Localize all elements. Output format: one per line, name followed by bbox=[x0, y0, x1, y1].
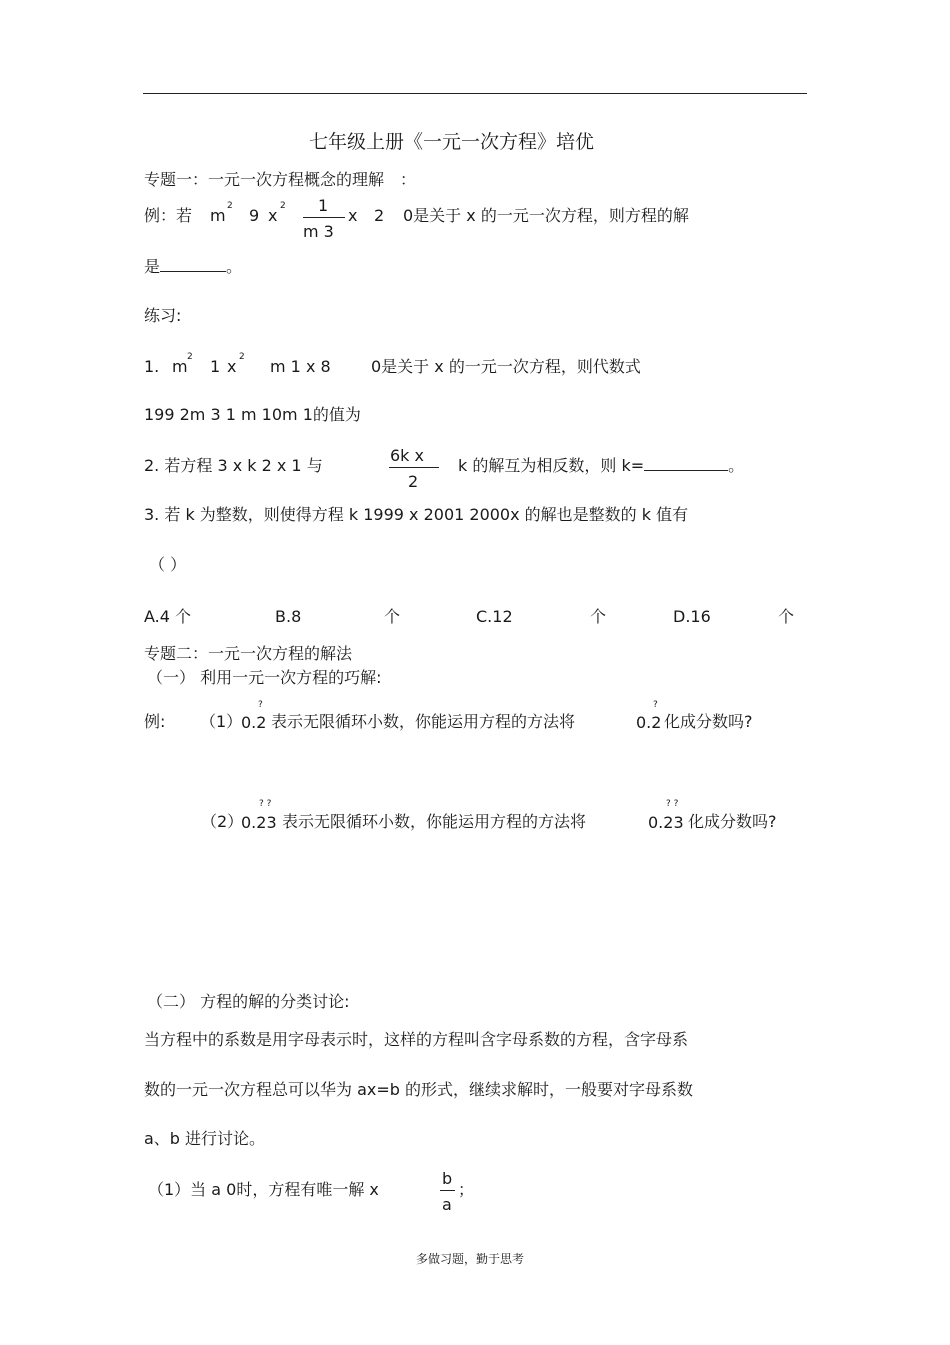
fraction-bar bbox=[440, 1190, 455, 1191]
option-c-label: C.12 bbox=[476, 607, 513, 626]
question-number: 1. bbox=[144, 357, 160, 376]
fraction-bar bbox=[389, 467, 439, 468]
example-prefix: 例: bbox=[144, 712, 166, 731]
question-tail: 0是关于 x 的一元一次方程，则代数式 bbox=[371, 357, 641, 376]
example-tail: 化成分数吗? bbox=[664, 712, 753, 731]
example-prefix: 例：若 bbox=[144, 206, 193, 225]
answer-blank bbox=[644, 456, 728, 471]
decimal-value: 0.2 bbox=[241, 713, 267, 732]
decimal-value: 0.2 bbox=[636, 713, 662, 732]
fraction-denominator: m 3 bbox=[303, 222, 334, 241]
example-number: （2） bbox=[201, 812, 244, 831]
var-x: x bbox=[268, 206, 278, 225]
option-b-unit: 个 bbox=[384, 607, 401, 626]
example-tail: 0是关于 x 的一元一次方程，则方程的解 bbox=[403, 206, 689, 225]
exponent: 2 bbox=[187, 352, 193, 362]
repeat-dot: ? bbox=[258, 700, 263, 710]
practice-label: 练习: bbox=[144, 306, 182, 325]
number: 2 bbox=[374, 206, 385, 225]
decimal-value: 0.23 bbox=[648, 813, 684, 832]
fraction-numerator: 6k x bbox=[390, 446, 424, 465]
question-answer-line bbox=[458, 456, 744, 476]
var-m: m bbox=[210, 206, 226, 225]
answer-suffix: 。 bbox=[226, 257, 243, 276]
case-suffix: ； bbox=[458, 1180, 475, 1199]
option-label: A.4 bbox=[144, 607, 170, 626]
repeat-dots: ? ? bbox=[259, 799, 272, 809]
paragraph-line: 当方程中的系数是用字母表示时，这样的方程叫含字母系数的方程，含字母系 bbox=[144, 1030, 689, 1049]
option-d-unit: 个 bbox=[778, 607, 795, 626]
paragraph-line: 数的一元一次方程总可以华为 ax=b 的形式，继续求解时，一般要对字母系数 bbox=[144, 1080, 694, 1099]
var-x: x bbox=[227, 357, 237, 376]
exponent: 2 bbox=[227, 201, 233, 211]
example-answer-line bbox=[144, 257, 242, 277]
example-text: 表示无限循环小数，你能运用方程的方法将 bbox=[271, 712, 576, 731]
equation-rest: m 1 x 8 bbox=[270, 357, 331, 376]
example-text: 表示无限循环小数，你能运用方程的方法将 bbox=[282, 812, 587, 831]
answer-parentheses: （ ） bbox=[149, 555, 187, 574]
var-x: x bbox=[348, 206, 358, 225]
example-tail: 化成分数吗? bbox=[688, 812, 777, 831]
question-tail: k 的解互为相反数，则 k= bbox=[458, 456, 645, 475]
question-line2: 199 2m 3 1 m 10m 1的值为 bbox=[144, 405, 361, 424]
topic2-heading: 专题二：一元一次方程的解法 bbox=[144, 644, 353, 663]
exponent: 2 bbox=[239, 352, 245, 362]
fraction-denominator: 2 bbox=[408, 472, 419, 491]
case-text: （1）当 a 0时，方程有唯一解 x bbox=[148, 1180, 379, 1199]
fraction-numerator: b bbox=[442, 1169, 453, 1188]
footer-text: 多做习题，勤于思考 bbox=[416, 1252, 525, 1266]
option-c-unit: 个 bbox=[590, 607, 607, 626]
option-d-label: D.16 bbox=[673, 607, 711, 626]
example-number: （1） bbox=[200, 712, 243, 731]
var-m: m bbox=[172, 357, 188, 376]
number: 9 bbox=[249, 206, 260, 225]
header-rule bbox=[143, 93, 807, 94]
answer-blank bbox=[160, 257, 226, 272]
repeat-dots: ? ? bbox=[666, 799, 679, 809]
paragraph-line: a、b 进行讨论。 bbox=[144, 1129, 266, 1148]
page-title: 七年级上册《一元一次方程》培优 bbox=[309, 131, 595, 153]
question-suffix: 。 bbox=[728, 456, 745, 475]
subsection-1: （一） 利用一元一次方程的巧解: bbox=[147, 668, 382, 687]
answer-prefix: 是 bbox=[144, 257, 161, 276]
subsection-2: （二） 方程的解的分类讨论: bbox=[147, 992, 350, 1011]
decimal-value: 0.23 bbox=[241, 813, 277, 832]
exponent: 2 bbox=[280, 201, 286, 211]
fraction-bar bbox=[303, 217, 345, 218]
fraction-numerator: 1 bbox=[318, 196, 329, 215]
repeat-dot: ? bbox=[653, 700, 658, 710]
question-3: 3. 若 k 为整数，则使得方程 k 1999 x 2001 2000x 的解也是整数的 k 值有 bbox=[144, 505, 689, 524]
number: 1 bbox=[210, 357, 221, 376]
question-text: 2. 若方程 3 x k 2 x 1 与 bbox=[144, 456, 323, 475]
fraction-denominator: a bbox=[442, 1195, 452, 1214]
option-a bbox=[144, 607, 191, 627]
topic1-heading: 专题一：一元一次方程概念的理解 ： bbox=[144, 170, 417, 189]
option-b-label: B.8 bbox=[275, 607, 302, 626]
option-unit: 个 bbox=[175, 607, 192, 626]
